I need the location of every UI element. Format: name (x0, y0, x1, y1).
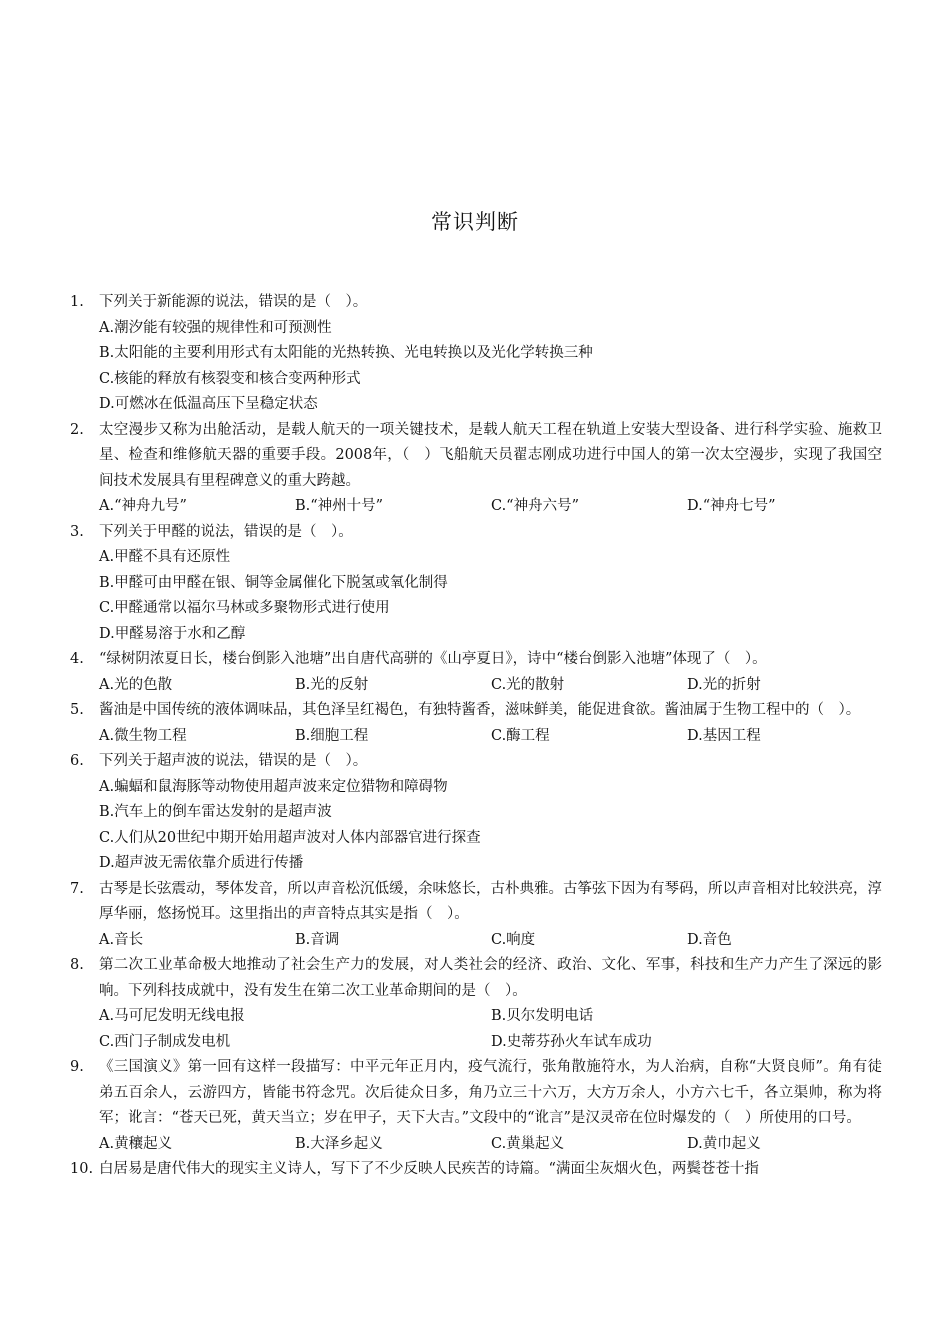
option-d: D.黄巾起义 (687, 1135, 761, 1152)
option-c: C.西门子制成发电机 (99, 1033, 231, 1050)
option-b: B.音调 (295, 931, 340, 948)
question-stem: 下列关于超声波的说法，错误的是（ ）。 (99, 753, 368, 769)
question-1 (70, 290, 882, 418)
option-d: D.音色 (687, 931, 732, 948)
option-c: C.黄巢起义 (491, 1135, 565, 1152)
option-a: A.微生物工程 (99, 727, 187, 744)
option-c: C.响度 (491, 931, 536, 948)
question-number: 9. (70, 1059, 84, 1075)
option-d: D.甲醛易溶于水和乙醇 (99, 625, 246, 642)
option-b: B.贝尔发明电话 (491, 1008, 594, 1024)
question-4 (70, 647, 882, 698)
option-c: C.人们从20世纪中期开始用超声波对人体内部器官进行探查 (99, 829, 481, 846)
option-d: D.“神舟七号” (687, 498, 776, 514)
question-number: 8. (70, 957, 84, 973)
question-2 (70, 418, 882, 520)
option-d: D.超声波无需依靠介质进行传播 (99, 855, 304, 871)
question-6 (70, 749, 882, 877)
question-stem: 白居易是唐代伟大的现实主义诗人，写下了不少反映人民疾苦的诗篇。“满面尘灰烟火色，两鬓苍苍十指 (99, 1161, 759, 1177)
option-b: B.甲醛可由甲醛在银、铜等金属催化下脱氢或氧化制得 (99, 574, 448, 591)
option-a: A.黄穰起义 (99, 1135, 173, 1152)
option-b: B.太阳能的主要利用形式有太阳能的光热转换、光电转换以及光化学转换三种 (99, 345, 593, 361)
question-stem: 太空漫步又称为出舱活动，是载人航天的一项关键技术，是载人航天工程在轨道上安装大型设备、进行科学实验、施救卫星、检查和维修航天器的重要手段。2008年，（ ）飞船航天员翟志刚成功进行中国人的第一次太空漫步，实现了我国空间技术发展具有里程碑意义的重大跨越。 (99, 421, 882, 489)
question-stem: 《三国演义》第一回有这样一段描写：中平元年正月内，疫气流行，张角散施符水，为人治病，自称“大贤良师”。角有徒弟五百余人，云游四方，皆能书符念咒。次后徒众日多，角乃立三十六万，大方万余人，小方六七千，各立渠帅，称为将军；讹言：“苍天已死，黄天当立；岁在甲子，天下大吉。”文段中的“讹言”是汉灵帝在位时爆发的（ ）所使用的口号。 (99, 1059, 882, 1126)
option-c: C.“神舟六号” (491, 498, 580, 514)
question-number: 5. (70, 702, 84, 718)
question-number: 4. (70, 651, 84, 667)
watermark (52, 130, 79, 166)
question-list (70, 290, 882, 1183)
option-b: B.汽车上的倒车雷达发射的是超声波 (99, 804, 332, 820)
option-b: B.光的反射 (295, 676, 369, 693)
question-stem: 第二次工业革命极大地推动了社会生产力的发展，对人类社会的经济、政治、文化、军事，科技和生产力产生了深远的影响。下列科技成就中，没有发生在第二次工业革命期间的是（ ）。 (99, 957, 882, 999)
question-stem: 古琴是长弦震动，琴体发音，所以声音松沉低缓，余味悠长，古朴典雅。古筝弦下因为有琴码，所以声音相对比较洪亮，淳厚华丽，悠扬悦耳。这里指出的声音特点其实是指（ ）。 (99, 880, 882, 922)
option-a: A.甲醛不具有还原性 (99, 549, 231, 565)
option-d: D.基因工程 (687, 727, 761, 744)
question-stem: “绿树阴浓夏日长，楼台倒影入池塘”出自唐代高骈的《山亭夏日》，诗中“楼台倒影入池塘”体现了（ ）。 (99, 651, 767, 667)
question-stem: 酱油是中国传统的液体调味品，其色泽呈红褐色，有独特酱香，滋味鲜美，能促进食欲。酱油属于生物工程中的（ ）。 (99, 702, 861, 718)
question-10 (70, 1157, 882, 1183)
page-title: 常识判断 (431, 210, 519, 234)
option-a: A.“神舟九号” (99, 498, 187, 514)
option-a: A.马可尼发明无线电报 (99, 1008, 245, 1024)
option-c: C.核能的释放有核裂变和核合变两种形式 (99, 370, 361, 387)
question-stem: 下列关于新能源的说法，错误的是（ ）。 (99, 294, 368, 310)
option-a: A.光的色散 (99, 676, 173, 693)
question-8 (70, 953, 882, 1055)
option-b: B.细胞工程 (295, 727, 369, 744)
option-d: D.史蒂芬孙火车试车成功 (491, 1033, 652, 1050)
question-number: 2. (70, 421, 84, 438)
option-c: C.酶工程 (491, 727, 550, 744)
option-a: A.音长 (99, 931, 144, 948)
option-b: B.大泽乡起义 (295, 1135, 383, 1152)
option-c: C.甲醛通常以福尔马林或多聚物形式进行使用 (99, 600, 390, 616)
option-d: D.可燃冰在低温高压下呈稳定状态 (99, 396, 318, 412)
option-b: B.“神州十号” (295, 498, 384, 514)
question-9 (70, 1055, 882, 1157)
question-number: 10. (70, 1161, 94, 1177)
question-number: 1. (70, 294, 84, 310)
question-number: 3. (70, 523, 84, 540)
question-number: 7. (70, 880, 84, 897)
option-d: D.光的折射 (687, 676, 761, 693)
question-7 (70, 877, 882, 954)
question-5 (70, 698, 882, 749)
option-c: C.光的散射 (491, 676, 565, 693)
question-stem: 下列关于甲醛的说法，错误的是（ ）。 (99, 523, 353, 540)
question-number: 6. (70, 753, 84, 769)
option-a: A.蝙蝠和鼠海豚等动物使用超声波来定位猎物和障碍物 (99, 778, 448, 795)
question-3 (70, 520, 882, 648)
option-a: A.潮汐能有较强的规律性和可预测性 (99, 319, 332, 336)
